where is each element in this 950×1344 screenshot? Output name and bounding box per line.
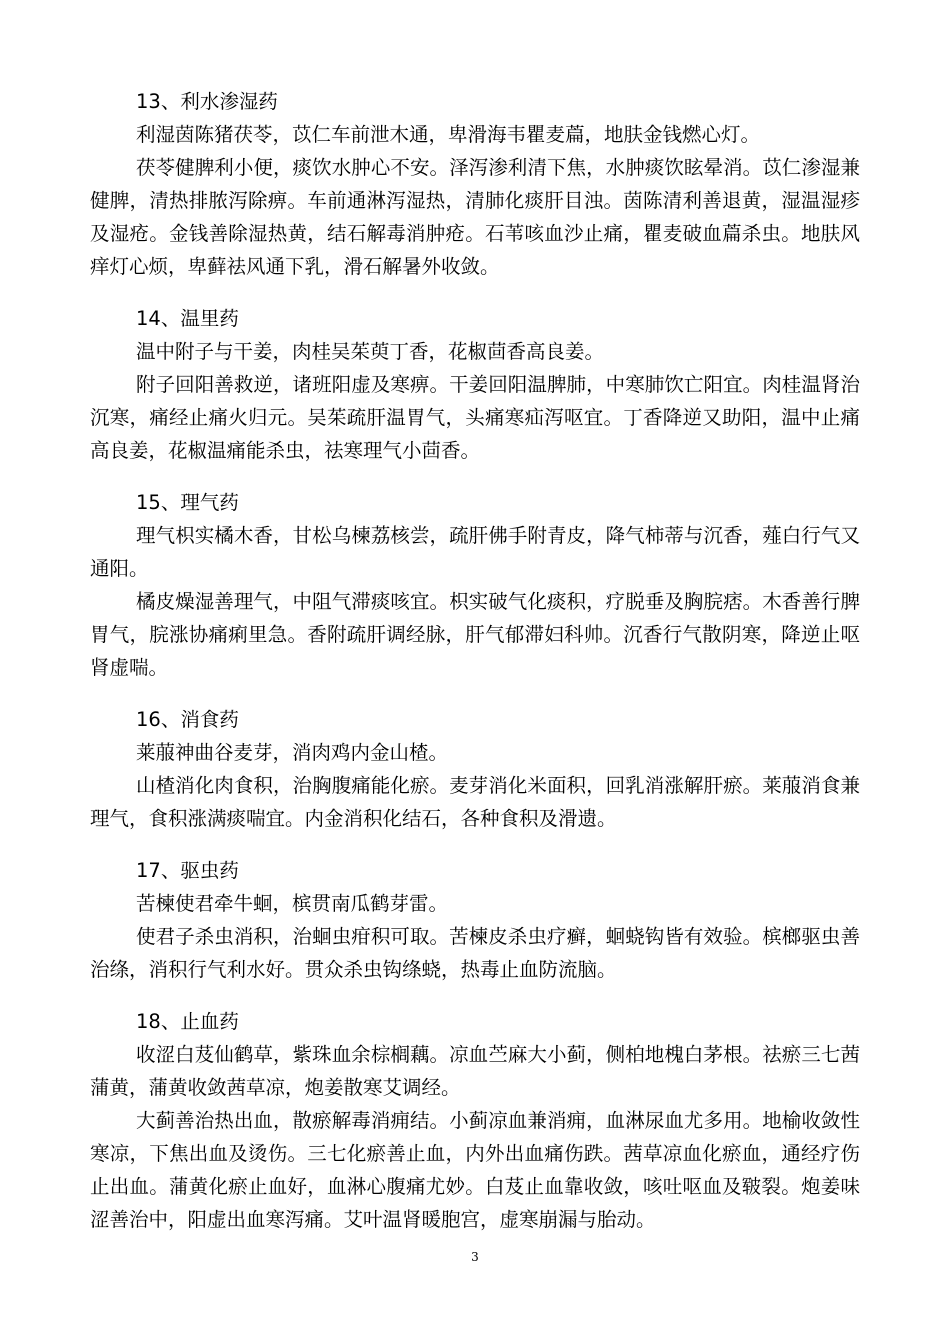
section-hemostatic-drugs (90, 1005, 860, 1236)
explanation-paragraph: 山楂消化肉食积，治胸腹痛能化瘀。麦芽消化米面积，回乳消涨解肝瘀。莱菔消食兼理气，食积涨满痰喘宜。内金消积化结石，各种食积及滑遗。 (90, 774, 860, 830)
verse-paragraph: 苦楝使君牵牛蛔，槟贯南瓜鹤芽雷。 (136, 892, 449, 915)
explanation-paragraph: 附子回阳善救逆，诸班阳虚及寒痹。干姜回阳温脾肺，中寒肺饮亡阳宜。肉桂温肾治沉寒，痛经止痛火归元。吴茱疏肝温胃气，头痛寒疝泻呕宜。丁香降逆又助阳，温中止痛高良姜，花椒温痛能杀虫，祛寒理气小茴香。 (90, 373, 860, 462)
explanation-paragraph: 茯苓健脾利小便，痰饮水肿心不安。泽泻渗利清下焦，水肿痰饮眩晕消。苡仁渗湿兼健脾，清热排脓泻除痹。车前通淋泻湿热，清肺化痰肝目浊。茵陈清利善退黄，湿温湿疹及湿疮。金钱善除湿热黄，结石解毒消肿疮。石苇咳血沙止痛，瞿麦破血萹杀虫。地肤风痒灯心烦，卑藓祛风通下乳，滑石解暑外收敛。 (90, 156, 860, 278)
section-heading: 13、利水渗湿药 (136, 90, 278, 113)
document-page (90, 85, 860, 1255)
verse-paragraph: 理气枳实橘木香，甘松乌楝荔核尝，疏肝佛手附青皮，降气柿蒂与沉香，薤白行气又通阳。 (90, 524, 860, 580)
section-warming-interior-drugs (90, 302, 860, 467)
explanation-paragraph: 使君子杀虫消积，治蛔虫疳积可取。苦楝皮杀虫疗癣，蛔蛲钩皆有效验。槟榔驱虫善治绦，消积行气利水好。贯众杀虫钩绦蛲，热毒止血防流脑。 (90, 925, 860, 981)
section-heading: 15、理气药 (136, 491, 239, 514)
section-heading: 16、消食药 (136, 708, 239, 731)
verse-paragraph: 温中附子与干姜，肉桂吴茱萸丁香，花椒茴香高良姜。 (136, 340, 605, 363)
verse-paragraph: 利湿茵陈猪茯苓，苡仁车前泄木通，卑滑海韦瞿麦萹，地肤金钱燃心灯。 (136, 123, 761, 146)
section-heading: 18、止血药 (136, 1010, 239, 1033)
section-qi-regulating-drugs (90, 486, 860, 684)
section-anthelmintic-drugs (90, 854, 860, 986)
explanation-paragraph: 大蓟善治热出血，散瘀解毒消痈结。小蓟凉血兼消痈，血淋尿血尤多用。地榆收敛性寒凉，下焦出血及烫伤。三七化瘀善止血，内外出血痛伤跌。茜草凉血化瘀血，通经疗伤止出血。蒲黄化瘀止血好，血淋心腹痛尤妙。白芨止血靠收敛，咳吐呕血及皲裂。炮姜味涩善治中，阳虚出血寒泻痛。艾叶温肾暖胞宫，虚寒崩漏与胎动。 (90, 1109, 860, 1231)
section-digestive-drugs (90, 703, 860, 835)
section-heading: 17、驱虫药 (136, 859, 239, 882)
verse-paragraph: 莱菔神曲谷麦芽，消肉鸡内金山楂。 (136, 741, 449, 764)
page-number: 3 (471, 1250, 479, 1264)
explanation-paragraph: 橘皮燥湿善理气，中阻气滞痰咳宜。枳实破气化痰积，疗脱垂及胸脘痞。木香善行脾胃气，脘涨协痛痢里急。香附疏肝调经脉，肝气郁滞妇科帅。沉香行气散阴寒，降逆止呕肾虚喘。 (90, 590, 860, 679)
section-diuretic-drugs (90, 85, 860, 283)
section-heading: 14、温里药 (136, 307, 239, 330)
verse-paragraph: 收涩白芨仙鹤草，紫珠血余棕榈藕。凉血苎麻大小蓟，侧柏地槐白茅根。祛瘀三七茜蒲黄，蒲黄收敛茜草凉，炮姜散寒艾调经。 (90, 1043, 860, 1099)
